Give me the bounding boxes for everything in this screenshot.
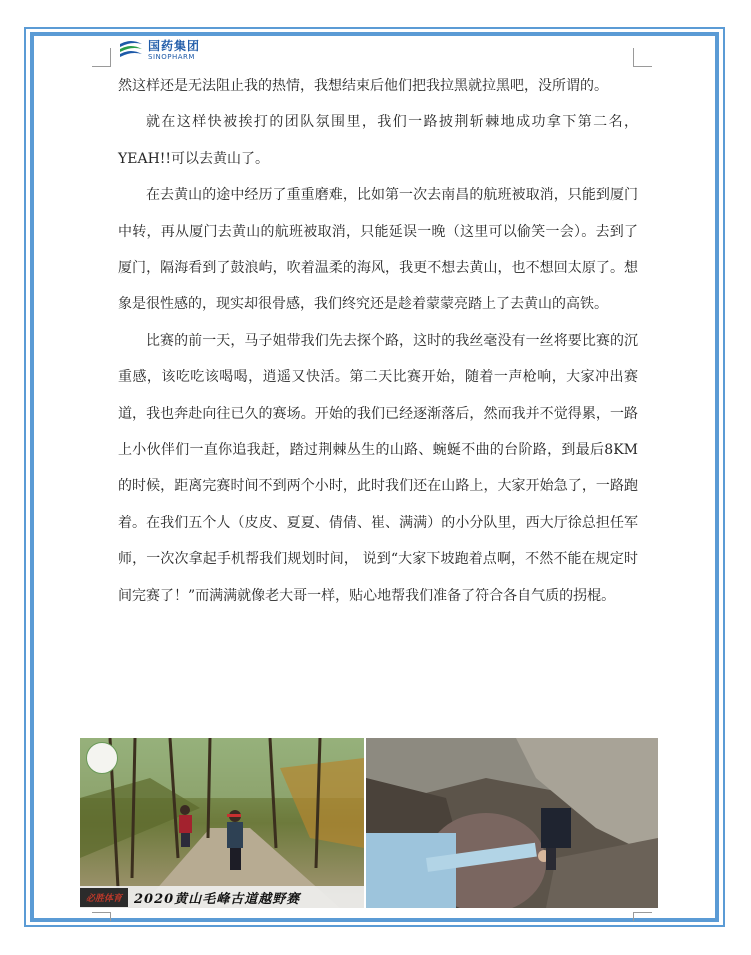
paragraph-4: 比赛的前一天，马子姐带我们先去探个路，这时的我丝毫没有一丝将要比赛的沉重感，该吃吃该喝喝，逍遥又快活。第二天比赛开始，随着一声枪响，大家冲出赛道，我也奔赴向往已久的赛场。开始的我们已经逐渐落后，然而我并不觉得累，一路上小伙伴们一直你追我赶，踏过荆棘丛生的山路、蜿蜒不曲的台阶路，到最后8KM的时候，距离完赛时间不到两个小时，此时我们还在山路上，大家开始急了，一路跑着。在我们五个人（皮皮、夏夏、倩倩、崔、满满）的小分队里，西大厅徐总担任军师，一次次拿起手机帮我们规划时间， 说到“大家下坡跑着点啊，不然不能在规定时间完赛了！”而满满就像老大哥一样，贴心地帮我们准备了符合各自气质的拐棍。 (118, 332, 638, 604)
rock-cave-image (366, 738, 658, 908)
paragraph-2: 就在这样快被挨打的团队氛围里，我们一路披荆斩棘地成功拿下第二名，YEAH!!可以去黄山了。 (118, 114, 638, 167)
photo-forest-trail (80, 738, 364, 908)
banner-event-title: 2020黄山毛峰古道越野赛 (134, 891, 301, 907)
paragraph-3: 在去黄山的途中经历了重重磨难，比如第一次去南昌的航班被取消，只能到厦门中转，再从厦门去黄山的航班被取消，只能延误一晚（这里可以偷笑一会）。去到了厦门，隔海看到了鼓浪屿，吹着温柔的海风，我更不想去黄山，也不想回太原了。想象是很性感的，现实却很骨感，我们终究还是趁着蒙蒙亮踏上了去黄山的高铁。 (118, 187, 638, 313)
event-banner (80, 886, 364, 908)
photo-rock-cave (366, 738, 658, 908)
sinopharm-logo (118, 37, 200, 63)
crop-mark-top-right (633, 48, 652, 67)
logo-english-name: SINOPHARM (148, 52, 195, 61)
paragraph-1: 然这样还是无法阻止我的热情，我想结束后他们把我拉黑就拉黑吧，没所谓的。 (118, 78, 608, 94)
sinopharm-logo-icon (118, 38, 144, 62)
crop-mark-bottom-right (633, 912, 652, 921)
banner-sponsor-logo: 必胜体育 (80, 888, 128, 907)
logo-chinese-name: 国药集团 (148, 38, 201, 53)
crop-mark-top-left (92, 48, 111, 67)
forest-trail-image (80, 738, 364, 908)
document-body (118, 68, 638, 614)
crop-mark-bottom-left (92, 912, 111, 921)
event-seal-logo (86, 742, 118, 774)
